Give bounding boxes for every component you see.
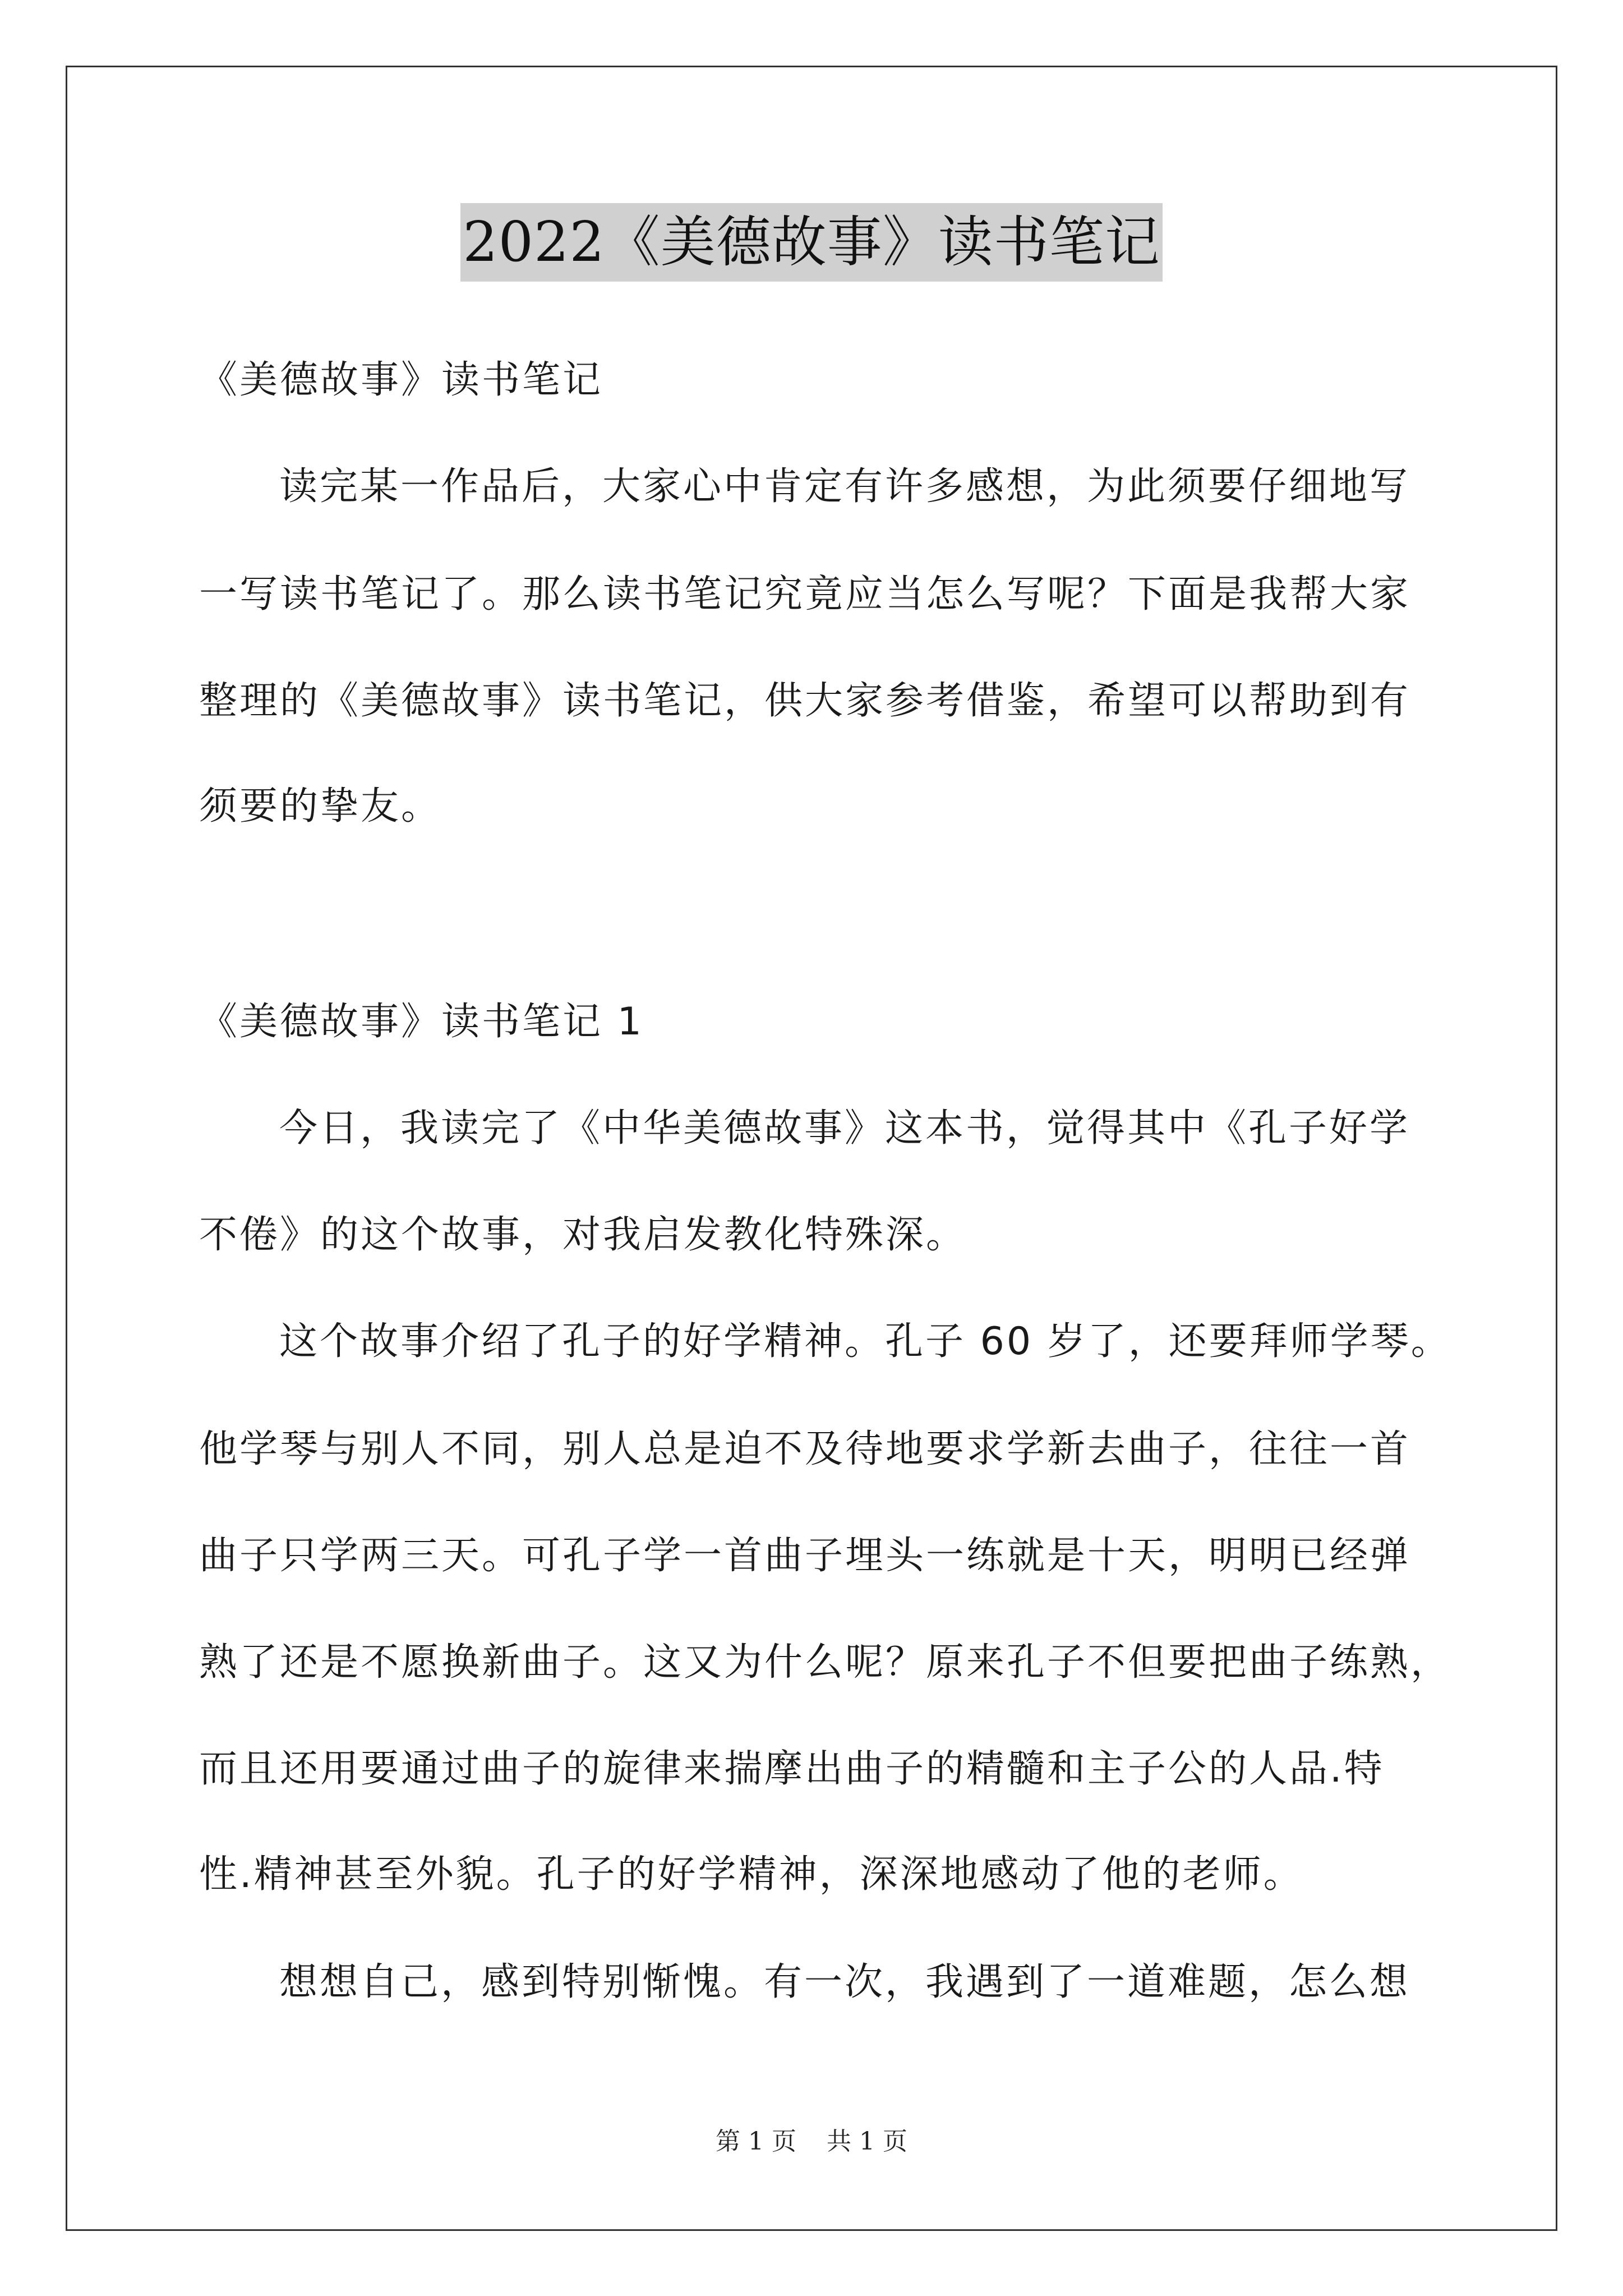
title-wrapper [0, 203, 1623, 282]
paragraph-line: 熟了还是不愿换新曲子。这又为什么呢？原来孔子不但要把曲子练熟， [199, 1640, 1451, 1685]
paragraph-line: 今日，我读完了《中华美德故事》这本书，觉得其中《孔子好学 [279, 1106, 1410, 1151]
page-number: 第 1 页 [716, 2127, 796, 2156]
document-title: 2022《美德故事》读书笔记 [460, 203, 1162, 282]
paragraph-line: 他学琴与别人不同，别人总是迫不及待地要求学新去曲子，往往一首 [199, 1427, 1411, 1471]
paragraph-line: 性.精神甚至外貌。孔子的好学精神，深深地感动了他的老师。 [199, 1852, 1304, 1897]
section-heading: 《美德故事》读书笔记 1 [199, 1000, 644, 1044]
intro-line: 读完某一作品后，大家心中肯定有许多感想，为此须要仔细地写 [279, 464, 1410, 509]
page-footer [0, 2125, 1623, 2159]
paragraph-line: 想想自己，感到特别惭愧。有一次，我遇到了一道难题，怎么想 [279, 1960, 1410, 2004]
intro-line: 整理的《美德故事》读书笔记，供大家参考借鉴，希望可以帮助到有 [199, 679, 1411, 723]
paragraph-line: 这个故事介绍了孔子的好学精神。孔子 60 岁了，还要拜师学琴。 [279, 1319, 1451, 1364]
paragraph-line: 不倦》的这个故事，对我启发教化特殊深。 [199, 1213, 967, 1257]
paragraph-line: 曲子只学两三天。可孔子学一首曲子埋头一练就是十天，明明已经弹 [199, 1534, 1411, 1578]
intro-line: 一写读书笔记了。那么读书笔记究竟应当怎么写呢？下面是我帮大家 [199, 572, 1411, 616]
page-total: 共 1 页 [827, 2127, 907, 2156]
subtitle: 《美德故事》读书笔记 [199, 358, 603, 402]
intro-line: 须要的挚友。 [199, 784, 442, 829]
paragraph-line: 而且还用要通过曲子的旋律来揣摩出曲子的精髓和主子公的人品.特 [199, 1747, 1385, 1791]
